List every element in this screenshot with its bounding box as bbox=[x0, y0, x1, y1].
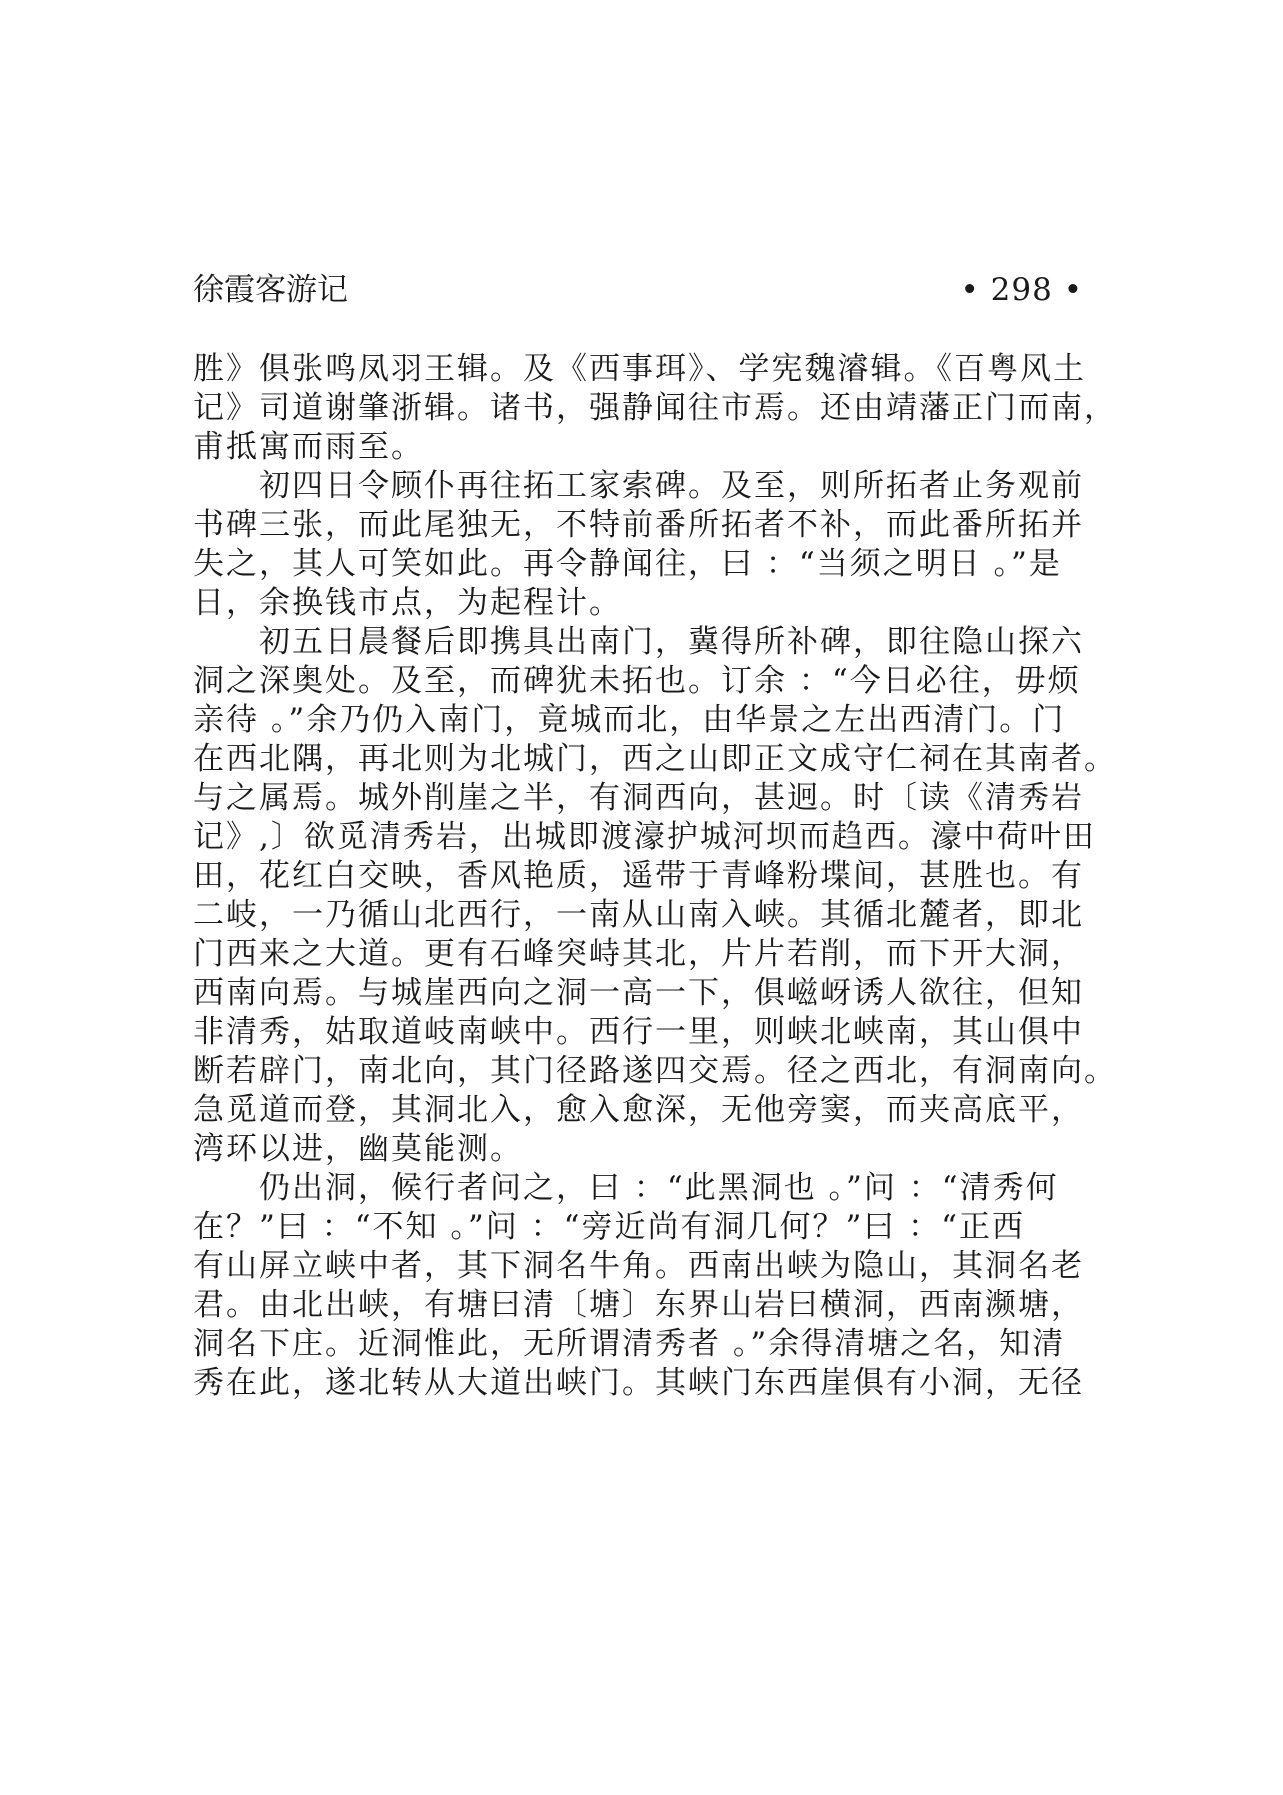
text-line: 在？”曰 ：“不知 。”问 ：“旁近尚有洞几何？”曰 ：“正西 bbox=[193, 1209, 1026, 1245]
text-line: 洞之深奥处。及至，而碑犹未拓也。订余 ：“今日必往，毋烦 bbox=[193, 663, 1081, 699]
text-line: 洞名下庄。近洞惟此，无所谓清秀者 。”余得清塘之名，知清 bbox=[193, 1326, 1066, 1362]
text-line: 非清秀，姑取道岐南峡中。西行一里，则峡北峡南，其山俱中 bbox=[193, 1014, 1084, 1050]
running-head bbox=[193, 268, 1083, 312]
text-line: 甫抵寓而雨至。 bbox=[193, 429, 424, 465]
text-line: 失之，其人可笑如此。再令静闻往，曰 ：“当须之明日 。”是 bbox=[193, 546, 1062, 582]
text-line: 断若辟门，南北向，其门径路遂四交焉。径之西北，有洞南向。 bbox=[193, 1053, 1117, 1089]
page-number: • 298 • bbox=[960, 272, 1083, 308]
text-line: 湾环以进，幽莫能测。 bbox=[193, 1131, 523, 1167]
text-line: 初四日令顾仆再往拓工家索碑。及至，则所拓者止务观前 bbox=[193, 468, 1084, 504]
text-line: 有山屏立峡中者，其下洞名牛角。西南出峡为隐山，其洞名老 bbox=[193, 1248, 1084, 1284]
text-line: 书碑三张，而此尾独无，不特前番所拓者不补，而此番所拓并 bbox=[193, 507, 1084, 543]
text-line: 秀在此，遂北转从大道出峡门。其峡门东西崖俱有小洞，无径 bbox=[193, 1365, 1084, 1401]
text-line: 日，余换钱市点，为起程计。 bbox=[193, 585, 622, 621]
text-line: 门西来之大道。更有石峰突峙其北，片片若削，而下开大洞， bbox=[193, 936, 1084, 972]
text-line: 记》,〕欲觅清秀岩，出城即渡濠护城河坝而趋西。濠中荷叶田 bbox=[193, 819, 1096, 855]
text-line: 与之属焉。城外削崖之半，有洞西向，甚迥。时〔读《清秀岩 bbox=[193, 780, 1084, 816]
text-line: 君。由北出峡，有塘曰清〔塘〕东界山岩曰横洞，西南濒塘， bbox=[193, 1287, 1084, 1323]
text-line: 在西北隅，再北则为北城门，西之山即正文成守仁祠在其南者。 bbox=[193, 741, 1117, 777]
text-line: 记》司道谢肇浙辑。诸书，强静闻往市焉。还由靖藩正门而南， bbox=[193, 390, 1117, 426]
text-line: 二岐，一乃循山北西行，一南从山南入峡。其循北麓者，即北 bbox=[193, 897, 1084, 933]
text-line: 仍出洞，候行者问之，曰 ：“此黑洞也 。”问 ：“清秀何 bbox=[193, 1170, 1059, 1206]
text-line: 胜》俱张鸣凤羽王辑。及《西事珥》、学宪魏濬辑。《百粤风土 bbox=[193, 351, 1086, 387]
text-line: 急觅道而登，其洞北入，愈入愈深，无他旁窦，而夹高底平， bbox=[193, 1092, 1084, 1128]
text-line: 西南向焉。与城崖西向之洞一高一下，俱嵫岈诱人欲往，但知 bbox=[193, 975, 1084, 1011]
text-line: 初五日晨餐后即携具出南门，冀得所补碑，即往隐山探六 bbox=[193, 624, 1084, 660]
book-title: 徐霞客游记 bbox=[193, 272, 348, 308]
text-line: 亲待 。”余乃仍入南门，竟城而北，由华景之左出西清门。门 bbox=[193, 702, 1066, 738]
body-text bbox=[193, 350, 1117, 1403]
text-line: 田，花红白交映，香风艳质，遥带于青峰粉堞间，甚胜也。有 bbox=[193, 858, 1084, 894]
